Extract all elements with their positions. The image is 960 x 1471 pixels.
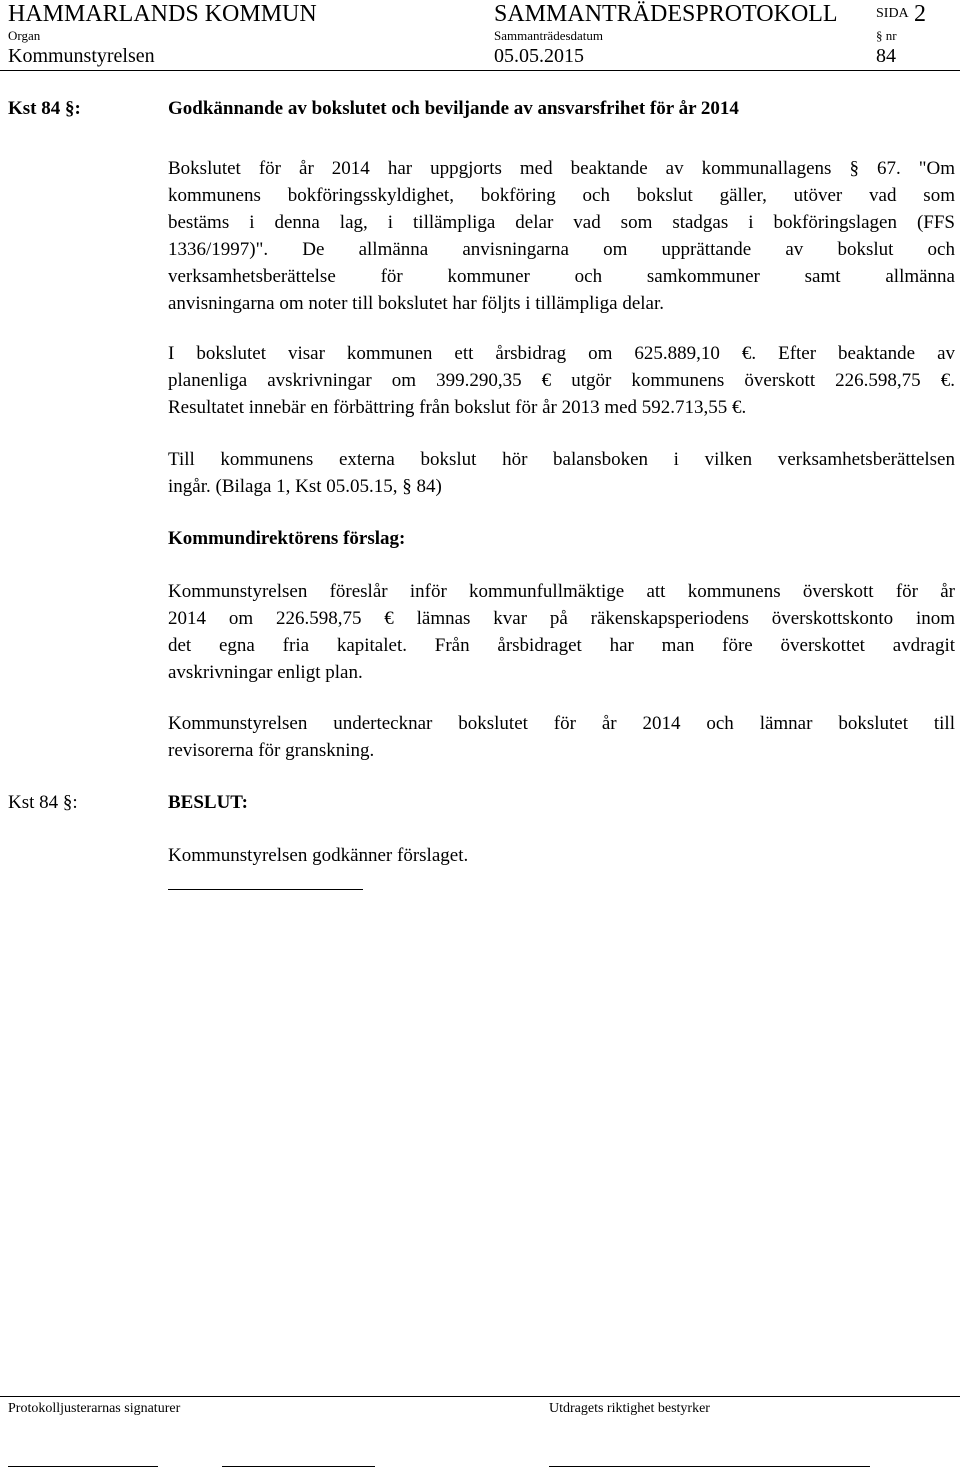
paragraph-line: Till kommunens externa bokslut hör balansboken i vilken verksamhetsberättelsen [168, 449, 955, 470]
paragraph-line: Bokslutet för år 2014 har uppgjorts med beaktande av kommunallagens § 67. "Om [168, 158, 955, 179]
organ-value: Kommunstyrelsen [8, 45, 155, 67]
decision-kst-label: Kst 84 §: [8, 792, 78, 813]
paragraph-line: bestäms i denna lag, i tillämpliga delar vad som stadgas i bokföringslagen (FFS [168, 212, 955, 233]
paragraph-line: 1336/1997)". De allmänna anvisningarna om upprättande av bokslut och [168, 239, 955, 260]
paragraph-line: revisorerna för granskning. [168, 740, 375, 761]
paragraph-line: verksamhetsberättelse för kommuner och samkommuner samt allmänna [168, 266, 955, 287]
paragraph-4 [168, 578, 955, 686]
paragraph-line: Kommunstyrelsen föreslår inför kommunfullmäktige att kommunens överskott för år [168, 581, 955, 602]
certification-signature-line [549, 1466, 870, 1467]
paragraph-1 [168, 155, 955, 317]
decision-text: Kommunstyrelsen godkänner förslaget. [168, 845, 469, 866]
date-label: Sammanträdesdatum [494, 28, 604, 43]
section-kst-label: Kst 84 §: [8, 98, 81, 119]
nr-label: § nr [876, 28, 897, 43]
paragraph-line: I bokslutet visar kommunen ett årsbidrag om 625.889,10 €. Efter beaktande av [168, 343, 955, 364]
header-divider [0, 70, 960, 71]
paragraph-5 [168, 710, 955, 764]
paragraph-line: ingår. (Bilaga 1, Kst 05.05.15, § 84) [168, 476, 442, 497]
footer-divider [0, 1396, 960, 1397]
decision-heading: BESLUT: [168, 792, 248, 813]
paragraph-line: Kommunstyrelsen undertecknar bokslutet för år 2014 och lämnar bokslutet till [168, 713, 955, 734]
section-title: Godkännande av bokslutet och beviljande av ansvarsfrihet för år 2014 [168, 98, 739, 119]
document-type: SAMMANTRÄDESPROTOKOLL [494, 1, 838, 27]
signature-line-2 [222, 1466, 375, 1467]
paragraph-line: Resultatet innebär en förbättring från bokslut för år 2013 med 592.713,55 €. [168, 397, 747, 418]
extract-certification-label: Utdragets riktighet bestyrker [549, 1401, 710, 1416]
page-number: 2 [914, 1, 926, 27]
organ-label: Organ [8, 28, 41, 43]
signatures-label: Protokolljusterarnas signaturer [8, 1401, 181, 1416]
paragraph-3 [168, 446, 955, 500]
paragraph-line: planenliga avskrivningar om 399.290,35 € utgör kommunens överskott 226.598,75 €. [168, 370, 955, 391]
municipality-name: HAMMARLANDS KOMMUN [8, 1, 317, 27]
page-label: SIDA [876, 6, 909, 21]
paragraph-line: avskrivningar enligt plan. [168, 662, 363, 683]
paragraph-line: kommunens bokföringsskyldighet, bokföring och bokslut gäller, utöver vad som [168, 185, 955, 206]
paragraph-line: det egna fria kapitalet. Från årsbidraget har man före överskottet avdragit [168, 635, 955, 656]
decision-end-line [168, 889, 363, 890]
paragraph-2 [168, 340, 955, 421]
signature-line-1 [8, 1466, 158, 1467]
paragraph-line: 2014 om 226.598,75 € lämnas kvar på räkenskapsperiodens överskottskonto inom [168, 608, 955, 629]
proposal-heading: Kommundirektörens förslag: [168, 528, 406, 549]
section-number: 84 [876, 45, 896, 67]
paragraph-line: anvisningarna om noter till bokslutet har följts i tillämpliga delar. [168, 293, 665, 314]
meeting-date: 05.05.2015 [494, 45, 584, 67]
